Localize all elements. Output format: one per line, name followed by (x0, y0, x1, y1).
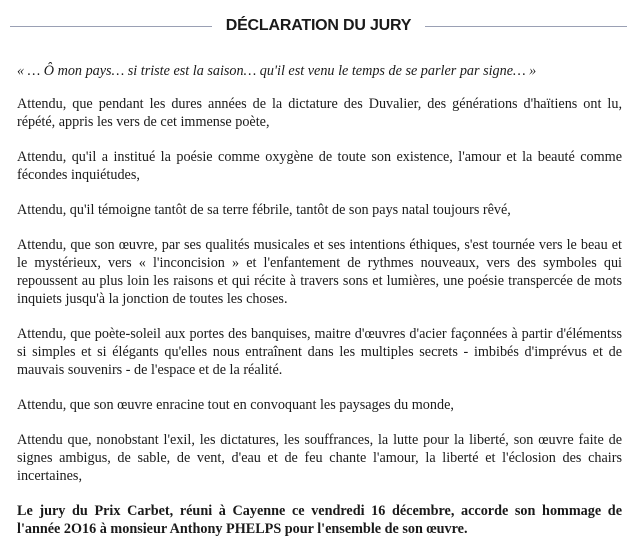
paragraph-3: Attendu, qu'il témoigne tantôt de sa terre fébrile, tantôt de son pays natal toujours rêvé, (17, 202, 511, 218)
epigraph-quote: « … Ô mon pays… si triste est la saison… qu'il est venu le temps de se parler par signe… » (17, 63, 537, 79)
document-header (10, 14, 627, 38)
paragraph-1: Attendu, que pendant les dures années de la dictature des Duvalier, des générations d'haïtiens ont lu, répété, appris les vers de cet immense poète, (17, 96, 622, 130)
header-rule-right (425, 26, 627, 27)
paragraph-2: Attendu, qu'il a institué la poésie comme oxygène de toute son existence, l'amour et la beauté comme fécondes inquiétudes, (17, 149, 622, 183)
page-title: DÉCLARATION DU JURY (225, 17, 412, 34)
paragraph-5: Attendu, que poète-soleil aux portes des banquises, maitre d'œuvres d'acier façonnées à partir d'élémentss si simples et si élégants qu'elles nous entraînent dans les multiples secrets - imbibés d'imprévus et de mauvais souvenirs - de l'espace et de la réalité. (17, 326, 622, 378)
document-body (17, 62, 622, 538)
paragraph-6: Attendu, que son œuvre enracine tout en convoquant les paysages du monde, (17, 397, 454, 413)
header-rule-left (10, 26, 212, 27)
jury-conclusion: Le jury du Prix Carbet, réuni à Cayenne ce vendredi 16 décembre, accorde son hommage de l'année 2O16 à monsieur Anthony PHELPS pour l'ensemble de son œuvre. (17, 503, 622, 537)
paragraph-7: Attendu que, nonobstant l'exil, les dictatures, les souffrances, la lutte pour la liberté, son œuvre faite de signes ambigus, de sable, de vent, d'eau et de feu chante l'amour, la liberté et l'éclosion des chairs incertaines, (17, 432, 622, 484)
paragraph-4: Attendu, que son œuvre, par ses qualités musicales et ses intentions éthiques, s'est tournée vers le beau et le mystérieux, vers « l'inconcision » et l'enfantement de rythmes nouveaux, vers des symboles qui repoussent au plus loin les raisons et qui récite à travers sons et lumières, une poésie transpercée de mots inquiets jusqu'à la jonction de toutes les choses. (17, 237, 622, 307)
